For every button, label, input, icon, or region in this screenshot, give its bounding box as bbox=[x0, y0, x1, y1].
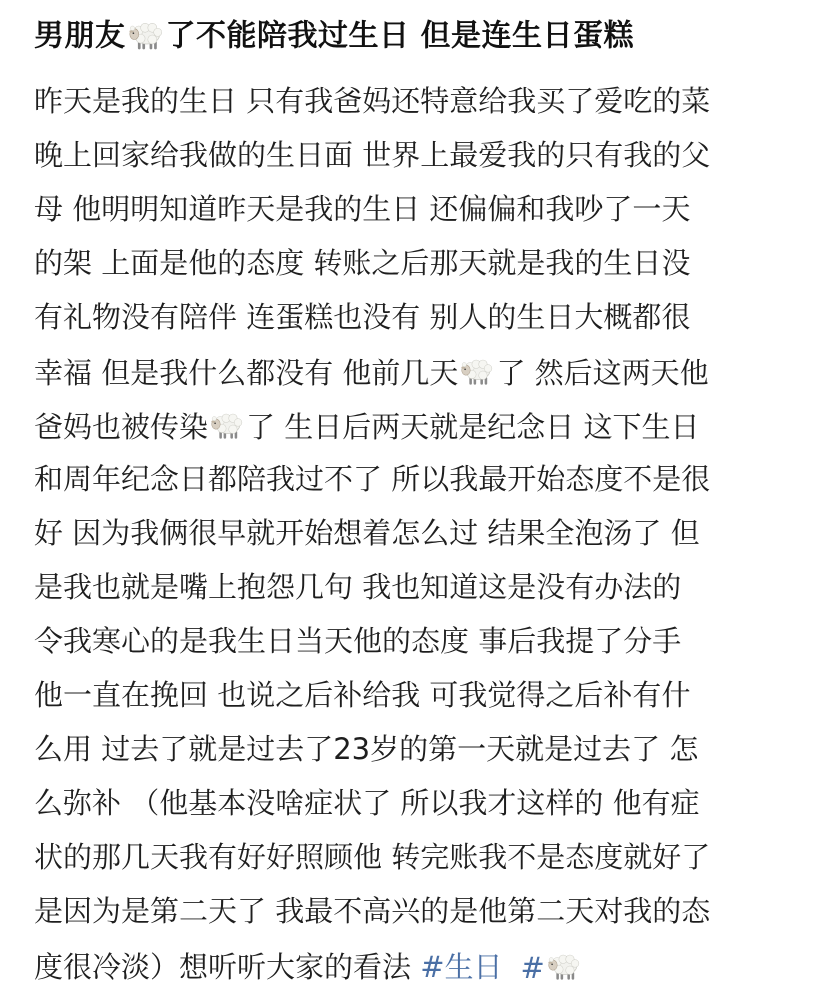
hashtag-prefix: # bbox=[520, 951, 545, 985]
sheep-emoji-icon bbox=[128, 17, 164, 53]
post-line bbox=[34, 344, 827, 398]
post-line bbox=[34, 398, 827, 452]
post-line: 和周年纪念日都陪我过不了 所以我最开始态度不是很 bbox=[34, 462, 711, 496]
post-line: 的架 上面是他的态度 转账之后那天就是我的生日没 bbox=[34, 246, 691, 280]
post-title bbox=[34, 14, 827, 58]
post-line: 状的那几天我有好好照顾他 转完账我不是态度就好了 bbox=[34, 840, 711, 874]
post-line-segment: 度很冷淡）想听听大家的看法 bbox=[34, 950, 421, 984]
post-line: 是我也就是嘴上抱怨几句 我也知道这是没有办法的 bbox=[34, 570, 682, 604]
sheep-emoji-icon bbox=[210, 408, 244, 442]
post-line-segment: 了 然后这两天他 bbox=[496, 356, 709, 390]
post-line: 昨天是我的生日 只有我爸妈还特意给我买了爱吃的菜 bbox=[34, 84, 711, 118]
post-line: 好 因为我俩很早就开始想着怎么过 结果全泡汤了 但 bbox=[34, 516, 700, 550]
post-line: 有礼物没有陪伴 连蛋糕也没有 别人的生日大概都很 bbox=[34, 300, 691, 334]
post-title-part1: 男朋友 bbox=[34, 18, 126, 54]
post-line: 么弥补 （他基本没啥症状了 所以我才这样的 他有症 bbox=[34, 786, 700, 820]
post-line: 他一直在挽回 也说之后补给我 可我觉得之后补有什 bbox=[34, 678, 691, 712]
post-line: 令我寒心的是我生日当天他的态度 事后我提了分手 bbox=[34, 624, 682, 658]
sheep-emoji-icon bbox=[547, 949, 581, 983]
sheep-emoji-icon bbox=[460, 354, 494, 388]
hashtag-sheep-link[interactable] bbox=[521, 949, 583, 983]
post-line: 是因为是第二天了 我最不高兴的是他第二天对我的态 bbox=[34, 894, 711, 928]
post-line-segment: 爸妈也被传染 bbox=[34, 410, 209, 444]
post-title-part2: 了不能陪我过生日 但是连生日蛋糕 bbox=[165, 18, 634, 54]
post-line: 晚上回家给我做的生日面 世界上最爱我的只有我的父 bbox=[34, 138, 711, 172]
hashtag-birthday-link[interactable]: #生日 bbox=[420, 950, 503, 984]
post-line-last bbox=[34, 938, 827, 992]
post-line: 么用 过去了就是过去了23岁的第一天就是过去了 怎 bbox=[34, 732, 699, 766]
post-line-segment: 了 生日后两天就是纪念日 这下生日 bbox=[246, 410, 700, 444]
post-body bbox=[34, 74, 827, 992]
post-line-segment: 幸福 但是我什么都没有 他前几天 bbox=[34, 356, 459, 390]
post-line: 母 他明明知道昨天是我的生日 还偏偏和我吵了一天 bbox=[34, 192, 691, 226]
